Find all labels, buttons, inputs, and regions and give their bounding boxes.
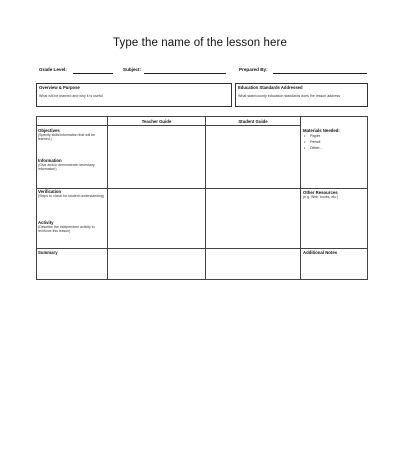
prepared-by-field[interactable] <box>273 73 367 74</box>
lesson-title[interactable]: Type the name of the lesson here <box>113 37 287 49</box>
activity-text: (Describe the independent activity to reinforce this lesson) <box>38 225 95 234</box>
teacher-guide-cell-summary[interactable] <box>108 249 205 279</box>
meta-row <box>37 67 367 77</box>
grid-border-left <box>36 116 37 280</box>
grade-level-field[interactable] <box>73 73 113 74</box>
grid-border-right <box>367 116 368 280</box>
verification-text: (Steps to check for student understanding) <box>38 194 104 198</box>
grid-col-sep-3 <box>300 116 301 280</box>
activity-heading: Activity <box>38 220 54 225</box>
information-text: (Give and/or demonstrate necessary information) <box>38 163 95 172</box>
objectives-heading: Objectives <box>38 128 60 133</box>
student-guide-cell-verification[interactable] <box>206 189 300 248</box>
summary-heading: Summary <box>38 250 58 255</box>
grid-right-line-2 <box>300 248 368 249</box>
student-guide-cell-summary[interactable] <box>206 249 300 279</box>
subject-field[interactable] <box>144 73 226 74</box>
standards-box[interactable] <box>235 83 368 107</box>
other-resources-text: (e.g. Web, books, etc.) <box>303 195 339 199</box>
information-heading: Information <box>38 158 62 163</box>
additional-notes-heading: Additional Notes <box>303 250 338 255</box>
teacher-guide-cell-verification[interactable] <box>108 189 205 248</box>
objectives-text: (Specify skills/information that will be learned.) <box>38 133 95 142</box>
materials-item: • Pencil <box>304 139 322 145</box>
grid-right-line-1 <box>300 188 368 189</box>
teacher-guide-cell-objectives[interactable] <box>108 126 205 188</box>
materials-list[interactable] <box>304 133 322 151</box>
standards-heading: Education Standards Addressed <box>238 85 303 90</box>
prepared-by-label: Prepared By: <box>239 67 268 72</box>
lesson-grid <box>36 116 368 280</box>
student-guide-heading: Student Guide <box>238 119 268 124</box>
materials-heading: Materials Needed: <box>303 128 340 133</box>
materials-item: • Paper <box>304 133 322 139</box>
materials-item: • Other... <box>304 145 322 151</box>
grade-level-label: Grade Level: <box>39 67 67 72</box>
standards-text: What state/county education standards does the lesson address <box>238 94 341 98</box>
overview-text: What will be learned and why it is useful <box>39 94 103 98</box>
subject-label: Subject: <box>123 67 142 72</box>
grid-border-top <box>36 116 368 117</box>
grid-border-bottom <box>36 279 368 280</box>
other-resources-heading: Other Resources <box>303 190 338 195</box>
overview-box[interactable] <box>36 83 232 107</box>
verification-heading: Verification <box>38 189 62 194</box>
overview-heading: Overview & Purpose <box>39 85 80 90</box>
teacher-guide-heading: Teacher Guide <box>141 119 172 124</box>
student-guide-cell-objectives[interactable] <box>206 126 300 188</box>
